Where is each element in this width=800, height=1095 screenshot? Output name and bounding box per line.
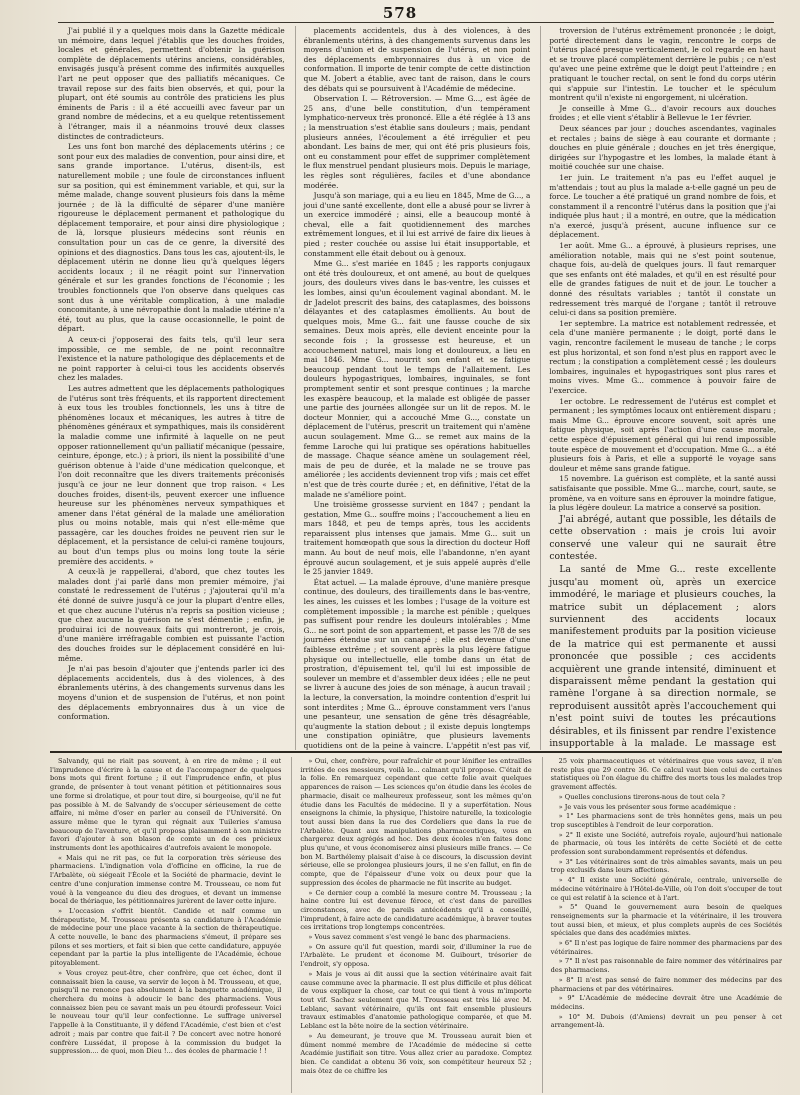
page-number: 578 bbox=[382, 4, 418, 22]
paragraph: » 7° Il n'est pas raisonnable de faire nommer des vétérinaires par des pharmaciens. bbox=[550, 957, 782, 975]
paragraph-emphasized: J'ai abrégé, autant que possible, les détails de cette observation : mais je crois lui avoir conservé une valeur qui ne saurait être contestée. bbox=[549, 513, 777, 562]
paragraph: A ceux-ci j'opposerai des faits tels, qu'il leur sera impossible, ce me semble, de ne point reconnaître l'existence et la nature pathologique des déplacements et de ne point rapporter à celui-ci tous les accidents observés chez les malades. bbox=[58, 335, 285, 383]
paragraph: Observation I. — Rétroversion. — Mme G..., est âgée de 25 ans, d'une belle constitution, d'un tempérament lymphatico-nerveux très prononcé. Elle a été réglée à 13 ans ; la menstruation s'est établie sans douleurs ; mais, pendant plusieurs années, l'écoulement a été irrégulier et peu abondant. Les bains de mer, qui ont été pris plusieurs fois, ont eu constamment pour effet de supprimer complètement le flux menstruel pendant plusieurs mois. Depuis le mariage, les règles sont régulières, faciles et d'une abondance modérée. bbox=[303, 94, 531, 190]
paragraph: » 9° L'Académie de médecine devrait être une Académie de médecins. bbox=[550, 994, 782, 1011]
paragraph: » Oui, cher, confrère, pour rafraîchir et pour lénifier les entrailles irritées de ces messieurs, voilà le... calmant qu'il propose. C'était de la folie. En remarquez cependant que cette folie avait quelques apparences de raison — Les sciences qu'on étudie dans les écoles de pharmacie, disait ce malheureux professeur, sont les mêmes qu'on étudie dans les Facultés de médecine. Il y a superfétation. Nous enseignons la chimie, la physique, l'histoire naturelle, la toxicologie tout aussi bien dans la rue des Cordeliers que dans la rue de l'Arbalète. Quant aux manipulations pharmaceutiques, vous en chargerez deux agrégés ad hoc. Des deux écoles n'en faites donc plus qu'une, et vous économiserez ainsi plusieurs mille francs. — Ce bon M. Barthélemy plaisait d'aise à ce discours, la discussion devint sérieuse, elle se prolongea plusieurs jours, il ne s'en fallut, en fin de compte, que de l'épaisseur d'une voix ou deux pour que la suppression des écoles de pharmacie ne fût inscrite au budget. bbox=[300, 757, 532, 887]
paragraph: 15 novembre. La guérison est complète, et la santé aussi satisfaisante que possible. Mme G... marche, court, saute, se promène, va en voiture sans en éprouver la moindre fatigue, la plus légère douleur. La matrice a conservé sa position. bbox=[549, 474, 777, 513]
paragraph: Mme G... s'est mariée en 1845 ; les rapports conjugaux ont été très douloureux, et ont amené, au bout de quelques jours, des douleurs vives dans le bas-ventre, les cuisses et les lombes, ainsi qu'un écoulement vaginal abondant. M. le dr Jadelot prescrit des bains, des cataplasmes, des boissons délayantes et des cataplasmes émollients. Au bout de quelques mois, Mme G... fait une fausse couche de six semaines. Deux mois après, elle devient enceinte pour la seconde fois ; la grossesse est heureuse, et un accouchement naturel, mais long et douloureux, a lieu en mai 1846. Mme G... nourrit son enfant et se fatigue beaucoup pendant tout le temps de l'allaitement. Les douleurs hypogastriques, lombaires, inguinales, se font promptement sentir et sont presque continues ; la marche les exaspère beaucoup, et la malade est obligée de passer une partie des journées allongée sur un lit de repos. M. le docteur Monnier, qui a accouché Mme G..., constate un déplacement de l'utérus, prescrit un traitement qui n'amène aucun soulagement. Mme G... se remet aux mains de la femme Laroche qui lui pratique ses opérations habituelles de massage. Chaque séance amène un soulagement réel, mais de peu de durée, et la malade ne se trouve pas améliorée ; les accidents deviennent trop vifs ; mais cet effet n'est que de très courte durée ; et, en définitive, l'état de la malade ne s'améliore point. bbox=[303, 259, 531, 499]
paragraph: 1er octobre. Le redressement de l'utérus est complet et permanent ; les symptômes locaux ont entièrement disparu ; mais Mme G... éprouve encore souvent, soit après une fatigue physique, soit après l'action d'une cause morale, cette espèce d'épuisement général qui lui rend impossible toute espèce de mouvement et d'occupation. Mme G... a été plusieurs fois à Paris, et elle a supporté le voyage sans douleur et même sans grande fatigue. bbox=[549, 396, 777, 473]
paragraph: » 4° Il existe une Société générale, centrale, universelle de médecine vétérinaire à l'Hôtel-de-Ville, où l'on doit s'occuper de tout ce qui est relatif à la science et à l'art. bbox=[550, 876, 782, 902]
paragraph: » 3° Les vétérinaires sont de très aimables savants, mais un peu trop exclusifs dans leurs affections. bbox=[550, 857, 782, 875]
paragraph: 1er juin. Le traitement n'a pas eu l'effet auquel je m'attendais ; tout au plus la malade a-t-elle gagné un peu de force. Le toucher a été pratiqué un grand nombre de fois, et constamment il a rencontré l'utérus dans la position que j'ai indiquée plus haut ; il a montré, en outre, que la médication n'a exercé, jusqu'à présent, aucune influence sur ce déplacement. bbox=[549, 172, 777, 240]
upper-column-2 bbox=[295, 26, 531, 750]
section-divider bbox=[50, 751, 782, 753]
upper-column-1 bbox=[58, 26, 285, 750]
paragraph: Les autres admettent que les déplacements pathologiques de l'utérus sont très fréquents, et ils rapportent directement à eux tous les troubles fonctionnels, les uns à titre de phénomènes locaux et mécaniques, les autres à titre de phénomènes généraux et sympathiques, mais ils considèrent la maladie comme une infirmité à laquelle on ne peut opposer rationnellement qu'un palliatif mécanique (pessaire, ceinture, éponge, etc.) ; à priori, ils nient la possibilité d'une guérison obtenue à l'aide d'une médication quelconque, et l'on doit reconnaître que les divers traitements préconisés jusqu'à ce jour ne leur donnent que trop raison. « Les douches froides, disent-ils, peuvent exercer une influence heureuse sur les phénomènes nerveux sympathiques et amener dans l'état général de la malade une amélioration plus ou moins notable, mais qui n'est elle-même que passagère, car les douches froides ne peuvent rien sur le déplacement, et la persistance de celui-ci ramène toujours, au bout d'un temps plus ou moins long toute la série première des accidents. » bbox=[58, 383, 285, 566]
paragraph: » 1° Les pharmaciens sont de très honnêtes gens, mais un peu trop susceptibles à l'endroit de leur corporation. bbox=[550, 812, 782, 829]
paragraph: État actuel. — La malade éprouve, d'une manière presque continue, des douleurs, des tiraillements dans le bas-ventre, les aines, les cuisses et les lombes ; l'usage de la voiture est complètement impossible ; la marche est pénible ; quelques pas suffisent pour rendre les douleurs intolérables ; Mme G... ne sort point de son appartement, et passe les 7/8 de ses journées étendue sur un canapé ; elle est devenue d'une faiblesse extrême ; et souvent après la plus légère fatigue physique ou intellectuelle, elle tombe dans un état de prostration, d'épuisement tel, qu'il lui est impossible de soulever un membre et d'assembler deux idées ; elle ne peut se livrer à aucune des joies de son ménage, à aucun travail ; la lecture, la conversation, la moindre contention d'esprit lui sont interdites ; Mme G... éprouve constamment vers l'anus une pesanteur, une sensation de gêne très désagréable, qu'augmente la station debout ; il existe depuis longtemps une constipation opiniâtre, que plusieurs lavements quotidiens ont de la peine à vaincre. L'appétit n'est pas vif, bbox=[303, 577, 531, 750]
paragraph: Deux séances par jour ; douches ascendantes, vaginales et rectales ; bains de siège à eau courante et dormante ; douches en pluie générale ; douches en jet très énergique, dirigées sur l'hypogastre et les lombes, la malade étant à moitié couchée sur une chaise. bbox=[549, 123, 777, 172]
paragraph: » 2° Il existe une Société, autrefois royale, aujourd'hui nationale de pharmacie, où tous les intérêts de cette Société et de cette profession sont surabondamment représentés et défendus. bbox=[550, 830, 782, 857]
paragraph: J'ai publié il y a quelques mois dans la Gazette médicale un mémoire, dans lequel j'établis que les douches froides, locales et générales, permettent d'obtenir la guérison complète de déplacements utérins anciens, considérables, envisagés jusqu'à présent comme des infirmités auxquelles l'art ne peut opposer que des palliatifs mécaniques. Ce travail repose sur des faits bien observés, et qui, pour la plupart, ont été soumis au contrôle des praticiens les plus éminents de Paris : il a été accueilli avec faveur par un grand nombre de médecins, et a eu quelque retentissement à l'étranger, mais il a néanmoins trouvé deux classes distinctes de contradicteurs. bbox=[58, 26, 285, 141]
lower-column-1 bbox=[50, 757, 281, 1093]
upper-column-3 bbox=[540, 26, 776, 750]
paragraph: » Vous croyez peut-être, cher confrère, que cet échec, dont il connaissait bien la cause, va servir de leçon à M. Trousseau, et que, puisqu'il ne renonce pas absolument à la banquette académique, il cherchera du moins à adoucir le banc des pharmaciens. Vous connaissez bien peu ce savant mais un peu étourdi professeur. Voici le nouveau tour qu'il leur confectionne. Le suffrage universel l'appelle à la Constituante, il y défend l'Académie, c'est bien et c'est adroit ; mais par contre que fait-il ? De concert avec notre honoré confrère Lussédat, il propose à la commission du budget la suppression.... de quoi, mon Dieu !... des écoles de pharmacie ! ! bbox=[50, 968, 282, 1056]
paragraph: Les uns font bon marché des déplacements utérins ; ce sont pour eux des maladies de convention, pour ainsi dire, et sans grande importance. L'utérus, disent-ils, est naturellement mobile ; une foule de circonstances influent sur sa position, qui est éminemment variable, et qui, sur la même malade, change souvent plusieurs fois dans la même journée ; de là la difficulté de séparer d'une manière rigoureuse le déplacement permanent et pathologique du déplacement temporaire, et pour ainsi dire physiologique ; de là, lorsque plusieurs médecins sont réunis en consultation pour un cas de ce genre, la diversité des opinions et des diagnostics. Dans tous les cas, ajoutent-ils, le déplacement utérin ne donne lieu qu'à quelques légers accidents locaux ; il ne réagit point sur l'innervation générale et sur les grandes fonctions de l'économie ; les troubles fonctionnels que l'on observe dans quelques cas sont dus à une véritable complication, à une maladie concomitante, à une névropathie dont la maladie utérine n'a été, tout au plus, que la cause occasionnelle, le point de départ. bbox=[58, 142, 285, 334]
paragraph: » Quelles conclusions tirerons-nous de tout cela ? bbox=[558, 792, 725, 801]
upper-article bbox=[58, 26, 776, 750]
paragraph: » Mais je vous ai dit aussi que la section vétérinaire avait fait cause commune avec la pharmacie. Il est plus difficile et plus délicat de vous expliquer la chose, car tout ce qui tient à vous m'importe tout vif. Sachez seulement que M. Trousseau est très lié avec M. Leblanc, savant vétérinaire, qu'ils ont fait ensemble plusieurs travaux estimables d'anatomie pathologique comparée, et que M. Leblanc est la bête noire de la section vétérinaire. bbox=[300, 969, 532, 1031]
paragraph: Salvandy, qui ne riait pas souvent, à en rire de même ; il eut l'imprudence d'écrire à la cause et de l'accompagner de quelques bons mots qui firent fortune ; il eut l'imprudence enfin, et plus grande, de présenter à tout venant pétition et pétitionnaires sous une forme si drolatique, et pour tout dire, si bourgeoise, qu'il ne fut pas possible à M. de Salvandy de s'occuper sérieusement de cette affaire, ni même d'oser en parler au conseil de l'Université. On assure même que le tyran qui régnait aux Tuileries s'amusa beaucoup de l'aventure, et qu'il proposa plaisamment à son ministre favori d'ajouter à son blason de comte un de ces précieux instruments dont les apothicaires d'autrefois avaient le monopole. bbox=[50, 757, 282, 853]
paragraph: Je conseille à Mme G... d'avoir recours aux douches froides ; et elle vient s'établir à Bellevue le 1er février. bbox=[549, 103, 777, 123]
upper-columns bbox=[58, 26, 776, 750]
paragraph: » On assure qu'il fut question, mardi soir, d'illuminer la rue de l'Arbalète. Le prudent et économe M. Guibourt, trésorier de l'endroit, s'y opposa. bbox=[300, 942, 532, 969]
paragraph: » 5° Quand le gouvernement aura besoin de quelques renseignements sur la pharmacie et la vétérinaire, il les trouvera tout aussi bien, et mieux, et plus complets auprès de ces Sociétés spéciales que dans des académies mixtes. bbox=[550, 903, 782, 938]
paragraph: Jusqu'à son mariage, qui a eu lieu en 1845, Mme de G..., a joui d'une santé excellente, dont elle a abusé pour se livrer à un exercice immodéré ; ainsi, elle a beaucoup monté à cheval, elle a fait quotidiennement des marches extrêmement longues, et il lui est arrivé de faire dix lieues à pied ; rester couchée ou assise lui était insupportable, et constamment elle était debout ou à genoux. bbox=[303, 191, 531, 258]
paragraph: » 6° Il n'est pas logique de faire nommer des pharmaciens par des vétérinaires. bbox=[550, 939, 782, 956]
paragraph: 1er août. Mme G... a éprouvé, à plusieurs reprises, une amélioration notable, mais qui ne s'est point soutenue, chaque fois, au-delà de quelques jours. Il faut remarquer que ses enfants ont été malades, et qu'il en est résulté pour elle de grandes fatigues de nuit et de jour. Le toucher a donné des résultats variables ; tantôt il constate un redressement très marqué de l'organe ; tantôt il retrouve celui-ci dans sa position première. bbox=[549, 241, 777, 318]
paragraph: » Vous savez comment s'est vengé le banc des pharmaciens. bbox=[308, 933, 511, 942]
header-rule bbox=[58, 22, 774, 23]
paragraph: A ceux-là je rappellerai, d'abord, que chez toutes les malades dont j'ai parlé dans mon premier mémoire, j'ai constaté le redressement de l'utérus ; j'ajouterai qu'il m'a été donné de suivre jusqu'à ce jour la plupart d'entre elles, et que chez aucune l'utérus n'a repris sa position vicieuse ; que chez aucune la guérison ne s'est démentie ; enfin, je produirai ici de nouveaux faits qui montreront, je crois, d'une manière irréfragable combien est puissante l'action des douches froides sur le déplacement considéré en lui-même. bbox=[58, 567, 285, 663]
lower-column-3 bbox=[542, 757, 782, 1093]
paragraph: 25 voix pharmaceutiques et vétérinaires que vous savez, il n'en reste plus que 29 contre 36. Ce calcul vaut bien celui de certaines statistiques où l'on élague du chiffre des morts tous les malades trop gravement affectés. bbox=[550, 757, 782, 792]
lower-column-2 bbox=[291, 757, 531, 1093]
paragraph: Je n'ai pas besoin d'ajouter que j'entends parler ici des déplacements accidentels, dus à des violences, à des ébranlements utérins, à des changements survenus dans les moyens d'union et de suspension de l'utérus, et non point des déplacements embryonnaires dus à un vice de conformation. bbox=[58, 664, 285, 722]
paragraph: 1er septembre. La matrice est notablement redressée, et cela d'une manière permanente ; le doigt, porté dans le vagin, rencontre facilement le museau de tanche ; le corps est plus horizontal, et son fond n'est plus en rapport avec le rectum ; la constipation a complètement cessé ; les douleurs lombaires, inguinales et hypogastriques sont plus rares et moins vives. Mme G... commence à pouvoir faire de l'exercice. bbox=[549, 318, 777, 395]
paragraph: » 8° Il n'est pas sensé de faire nommer des médecins par des pharmaciens et par des vétérinaires. bbox=[550, 975, 782, 993]
paragraph: Une troisième grossesse survient en 1847 ; pendant la gestation, Mme G... souffre moins ; l'accouchement a lieu en mars 1848, et peu de temps après, tous les accidents reparaissent plus intenses que jamais. Mme G... suit un traitement homœopath que sous la direction du docteur Hoff mann. Au bout de neuf mois, elle l'abandonne, n'en ayant éprouvé aucun soulagement, et je suis appelé auprès d'elle le 25 janvier 1849. bbox=[303, 500, 531, 577]
paragraph: troversion de l'utérus extrêmement prononcée ; le doigt, porté directement dans le vagin, rencontre le corps de l'utérus placé presque verticalement, le col regarde en haut et se trouve placé complètement derrière le pubis ; ce n'est qu'avec une peine extrême que le doigt peut l'atteindre ; en pratiquant le toucher rectal, on sent le fond du corps utérin qui s'appuie sur l'intestin. Le toucher et le spéculum montrent qu'il n'existe ni engorgement, ni ulcération. bbox=[549, 26, 777, 103]
lower-feuilleton bbox=[50, 757, 782, 1093]
paragraph-emphasized: La santé de Mme G... reste excellente jusqu'au moment où, après un exercice immodéré, le mariage et plusieurs couches, la matrice subit un déplacement ; alors surviennent des accidents locaux manifestement produits par la position vicieuse de la matrice qui est permanente et aussi prononcée que possible ; ces accidents acquièrent une grande intensité, diminuent et disparaissent même pendant la gestation qui ramène l'organe à sa direction normale, se reproduisent aussitôt après l'accouchement qui n'est point suivi de toutes les précautions désirables, et ils finissent par rendre l'existence insupportable à la malade. Le massage est bbox=[549, 564, 777, 749]
paragraph: » Je vais vous les présenter sous forme académique : bbox=[558, 802, 736, 811]
lower-columns bbox=[50, 757, 782, 1093]
paragraph: » 10° M. Dubois (d'Amiens) devrait un peu penser à cet arrangement-là. bbox=[550, 1012, 782, 1030]
paragraph: » Ce dernier coup a comblé la mesure contre M. Trousseau ; la haine contre lui est devenue féroce, et c'est dans de pareilles circonstances, avec de pareils antécédents qu'il a conseillé, l'imprudent, à faire acte de candidature académique, à braver toutes ces irritations trop longtemps concentrées. bbox=[300, 888, 532, 932]
paragraph: placements accidentels, dus à des violences, à des ébranlements utérins, à des changements survenus dans les moyens d'union et de suspension de l'utérus, et non point des déplacements embryonnaires dus à un vice de conformation. Il importe de tenir compte de cette distinction que M. Jobert a établie, avec tant de raison, dans le cours des débats qui se poursuivent à l'Académie de médecine. bbox=[303, 26, 531, 93]
paragraph: » L'occasion s'offrit bientôt. Candide et naïf comme un thérapeutiste, M. Trousseau présenta sa candidature à l'Académie de médecine pour une place vacante à la section de thérapeutique. À cette nouvelle, le banc des pharmaciens s'émeut, il prépare ses pilons et ses mortiers, et fait si bien que cette candidature, appuyée cependant par la partie la plus intelligente de l'Académie, échoue pitoyablement. bbox=[50, 906, 282, 968]
paragraph: » Au demeurant, je trouve que M. Trousseau aurait bien et dûment nommé membre de l'Académie de médecine si cette Académie justifiait son titre. Vous allez crier au paradoxe. Comptez bien. Ce candidat a obtenu 36 voix, son compétiteur heureux 52 ; mais ôtez de ce chiffre les bbox=[300, 1031, 532, 1075]
paragraph: « Mais qui ne rit pas, ce fut la corporation très sérieuse des pharmaciens. L'indignation vola d'officine en officine, la rue de l'Arbalète, où siégeait l'École et la Société de pharmacie, devint le centre d'une conjuration immense contre M. Trousseau, ce nom fut voué à la vengeance du dieu des drogues, et devant un immense bocal de thériaque, les pétitionnaires jurèrent de laver cette injure. bbox=[50, 853, 282, 906]
